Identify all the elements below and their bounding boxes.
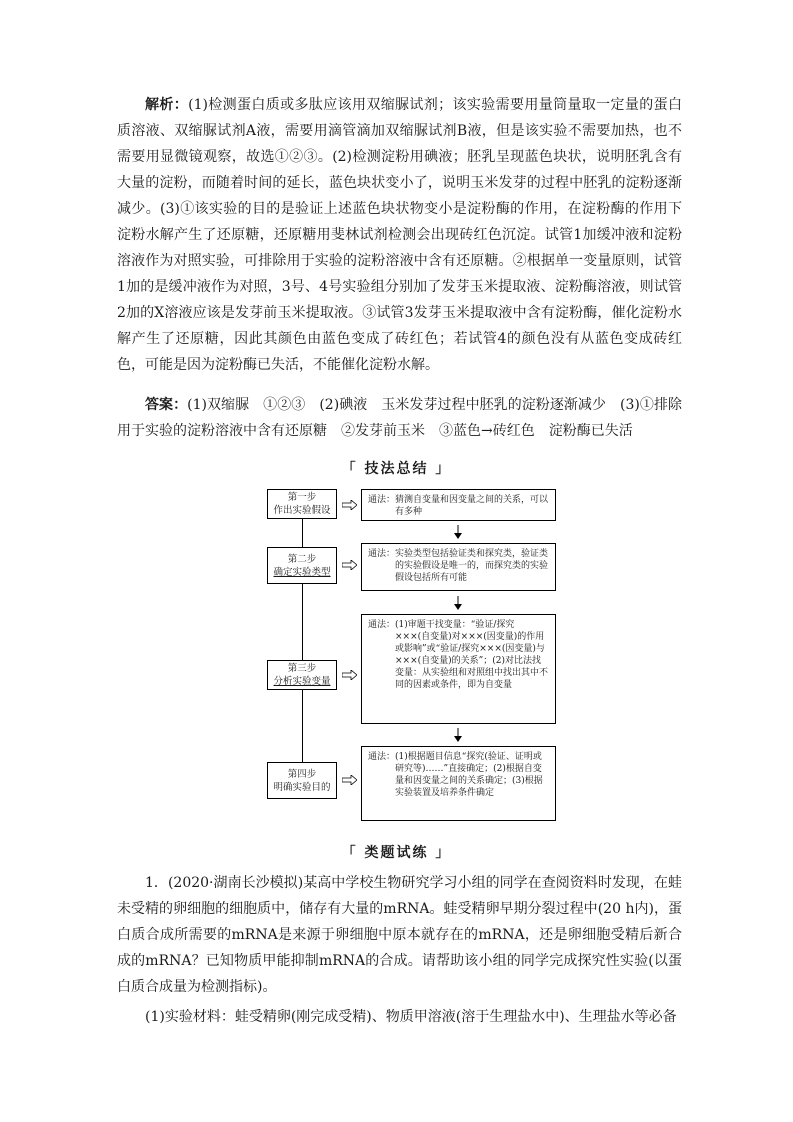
method-3-label: 通法：: [368, 620, 396, 630]
analysis-label: 解析：: [145, 97, 189, 113]
step-1-title: 作出实验假设: [273, 505, 331, 516]
method-box-2: [361, 543, 556, 591]
section-title-practice: 「 类题试练 」: [341, 845, 452, 861]
method-box-4: [361, 746, 556, 821]
method-box-1: [361, 489, 556, 521]
question-paragraph: [117, 870, 682, 1030]
connector-line: [302, 519, 303, 547]
down-arrow-icon: [453, 728, 463, 742]
right-arrow-icon: [342, 560, 357, 570]
step-3-box: [267, 660, 337, 690]
step-2-title: 确定实验类型: [273, 566, 331, 578]
right-arrow-icon: [342, 670, 357, 680]
connector-line: [302, 690, 303, 762]
analysis-text: (1)检测蛋白质或多肽应该用双缩脲试剂；该实验需要用量筒量取一定量的蛋白质溶液、双缩脲试剂A液，需要用滴管滴加双缩脲试剂B液，但是该实验不需要加热，也不需要用显微镜观察，故选①②③。(2)检测淀粉用碘液；胚乳呈现蓝色块状，说明胚乳含有大量的淀粉，而随着时间的延长，蓝色块状变小了，说明玉米发芽的过程中胚乳的淀粉逐渐减少。(3)①该实验的目的是验证上述蓝色块状物变小是淀粉酶的作用，在淀粉酶的作用下淀粉水解产生了还原糖，还原糖用斐林试剂检测会出现砖红色沉淀。试管1加缓冲液和淀粉溶液作为对照实验，可排除用于实验的淀粉溶液中含有还原糖。②根据单一变量原则，试管1加的是缓冲液作为对照，3号、4号实验组分别加了发芽玉米提取液、淀粉酶溶液，则试管2加的X溶液应该是发芽前玉米提取液。③试管3发芽玉米提取液中含有淀粉酶，催化淀粉水解产生了还原糖，因此其颜色由蓝色变成了砖红色；若试管4的颜色没有从蓝色变成砖红色，可能是因为淀粉酶已失活，不能催化淀粉水解。: [117, 97, 682, 373]
method-2-label: 通法：: [368, 549, 396, 559]
method-1-label: 通法：: [368, 495, 396, 505]
method-1-text: 猜测自变量和因变量之间的关系，可以有多种: [395, 495, 549, 517]
step-4-title: 明确实验目的: [273, 781, 331, 793]
connector-line: [302, 584, 303, 660]
method-4-text: (1)根据题目信息“探究(验证、证明或研究等)……”直接确定；(2)根据自变量和因变量之间的关系确定；(3)根据实验装置及培养条件确定: [395, 752, 543, 798]
method-3-text: (1)审题干找变量：“验证/探究×××(自变量)对×××(因变量)的作用或影响”或“验证/探究×××(因变量)与×××(自变量)的关系”；(2)对比法找变量：从实验组和对照组中找出其中不同的因素或条件，即为自变量: [395, 620, 549, 690]
method-4-label: 通法：: [368, 752, 396, 762]
method-box-3: [361, 614, 556, 724]
step-3-title: 分析实验变量: [273, 676, 331, 687]
answer-text: (1)双缩脲 ①②③ (2)碘液 玉米发芽过程中胚乳的淀粉逐渐减少 (3)①排除用于实验的淀粉溶液中含有还原糖 ②发芽前玉米 ③蓝色→砖红色 淀粉酶已失活: [117, 397, 682, 439]
step-2-number: 第二步: [287, 553, 317, 565]
analysis-paragraph: [117, 92, 682, 378]
answer-paragraph: [117, 392, 682, 444]
down-arrow-icon: [453, 525, 463, 539]
step-2-box: [267, 547, 337, 584]
step-4-box: [267, 762, 337, 799]
section-title-method-summary: 「 技法总结 」: [341, 461, 452, 477]
step-4-number: 第四步: [287, 768, 317, 780]
step-1-number: 第一步: [287, 492, 317, 503]
right-arrow-icon: [342, 775, 357, 785]
method-2-text: 实验类型包括验证类和探究类，验证类的实验假设是唯一的，而探究类的实验假设包括所有可能: [395, 549, 549, 583]
answer-label: 答案：: [145, 397, 188, 413]
step-1-box: [267, 489, 337, 519]
step-3-number: 第三步: [287, 663, 317, 674]
down-arrow-icon: [453, 596, 463, 610]
question-stem: 1．(2020·湖南长沙模拟)某高中学校生物研究学习小组的同学在查阅资料时发现，在蛙未受精的卵细胞的细胞质中，储存有大量的mRNA。蛙受精卵早期分裂过程中(20 h内)，蛋白质合成所需要的mRNA是来源于卵细胞中原本就存在的mRNA，还是卵细胞受精后新合成的mRNA？已知物质甲能抑制mRNA的合成。请帮助该小组的同学完成探究性实验(以蛋白质合成量为检测指标)。: [117, 875, 682, 995]
right-arrow-icon: [342, 500, 357, 510]
question-part-1: (1)实验材料：蛙受精卵(刚完成受精)、物质甲溶液(溶于生理盐水中)、生理盐水等必备: [145, 1009, 677, 1025]
